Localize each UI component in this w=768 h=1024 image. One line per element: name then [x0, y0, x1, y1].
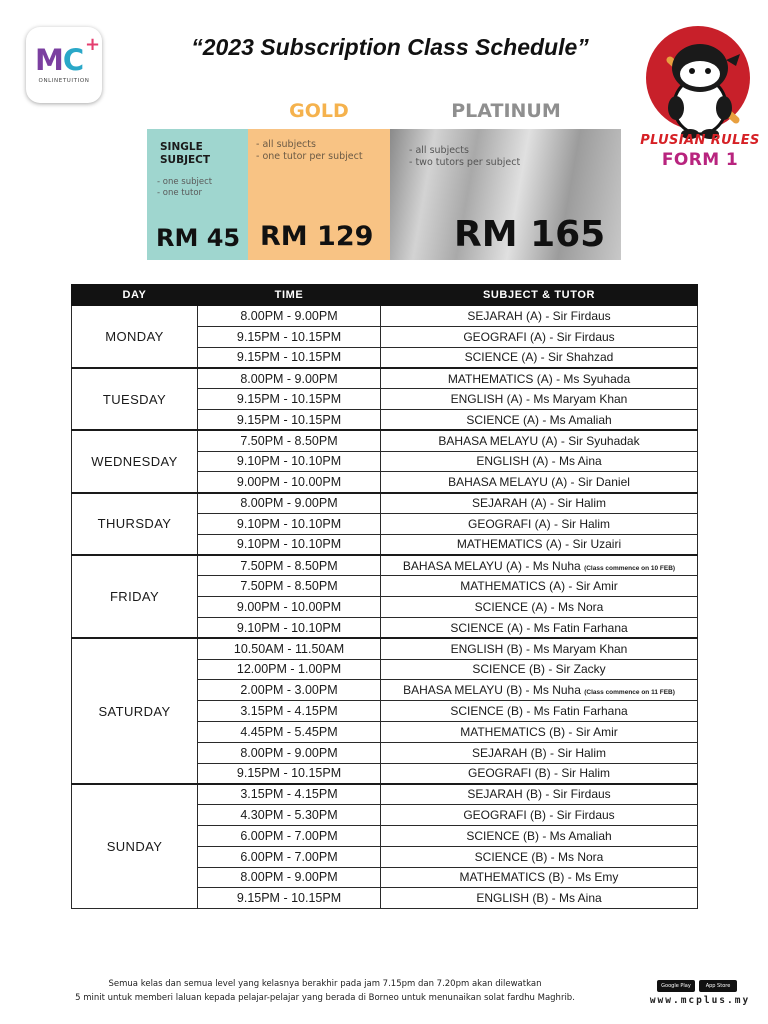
subject-tutor-cell [381, 721, 698, 742]
app-store-badges [657, 980, 737, 992]
column-header-time: TIME [198, 285, 381, 306]
subject-tutor-text: BAHASA MELAYU (B) - Ms Nuha [403, 683, 581, 698]
time-cell: 8.00PM - 9.00PM [198, 742, 381, 763]
time-cell: 6.00PM - 7.00PM [198, 825, 381, 846]
subject-tutor-text: SCIENCE (B) - Ms Fatin Farhana [450, 704, 628, 719]
subject-tutor-cell [381, 326, 698, 347]
subject-tutor-text: GEOGRAFI (A) - Sir Halim [467, 516, 610, 531]
app-store-badge[interactable]: App Store [699, 980, 737, 992]
subject-tutor-text: GEOGRAFI (B) - Sir Halim [467, 766, 610, 781]
subject-tutor-cell [381, 680, 698, 701]
mascot-face [680, 61, 720, 87]
subject-tutor-text: GEOGRAFI (B) - Sir Firdaus [463, 808, 615, 823]
single-subject-price: RM 45 [156, 224, 241, 252]
time-cell: 9.15PM - 10.15PM [198, 389, 381, 410]
column-header-day: DAY [72, 285, 198, 306]
platinum-tier [390, 129, 621, 260]
time-cell: 9.15PM - 10.15PM [198, 347, 381, 368]
class-commence-note: (Class commence on 11 FEB) [584, 689, 675, 697]
time-cell: 9.00PM - 10.00PM [198, 597, 381, 618]
column-header-subject-tutor: SUBJECT & TUTOR [381, 285, 698, 306]
gold-tier-heading: GOLD [289, 100, 349, 122]
subject-tutor-cell [381, 389, 698, 410]
page-title: “2023 Subscription Class Schedule” [191, 34, 589, 60]
subject-tutor-cell [381, 451, 698, 472]
subject-tutor-text: SCIENCE (A) - Ms Fatin Farhana [450, 620, 628, 635]
subject-tutor-cell [381, 576, 698, 597]
table-row [72, 555, 698, 576]
subject-tutor-cell [381, 555, 698, 576]
mascot-arm-right [716, 96, 732, 120]
table-row [72, 638, 698, 659]
logo-plus: + [85, 34, 101, 55]
tier-feature: - two tutors per subject [409, 157, 521, 168]
time-cell: 3.15PM - 4.15PM [198, 784, 381, 805]
subject-tutor-text: SCIENCE (B) - Ms Amaliah [466, 828, 612, 843]
platinum-features [409, 145, 520, 169]
subject-tutor-text: SEJARAH (A) - Sir Firdaus [467, 308, 611, 323]
time-cell: 9.10PM - 10.10PM [198, 451, 381, 472]
subject-tutor-cell [381, 513, 698, 534]
time-cell: 9.15PM - 10.15PM [198, 763, 381, 784]
time-cell: 10.50AM - 11.50AM [198, 638, 381, 659]
logo-subtitle: ONLINETUITION [38, 78, 90, 84]
subject-tutor-cell [381, 888, 698, 909]
subject-tutor-cell [381, 805, 698, 826]
gold-features [256, 139, 363, 163]
subject-tutor-text: SCIENCE (B) - Sir Zacky [472, 662, 606, 677]
subject-tutor-text: MATHEMATICS (A) - Sir Amir [460, 579, 618, 594]
platinum-tier-heading: PLATINUM [451, 100, 561, 122]
subject-tutor-text: MATHEMATICS (A) - Ms Syuhada [447, 371, 631, 386]
subject-tutor-text: SCIENCE (B) - Ms Nora [474, 849, 604, 864]
class-commence-note: (Class commence on 10 FEB) [584, 564, 676, 572]
subject-tutor-text: ENGLISH (B) - Ms Maryam Khan [450, 641, 628, 656]
gold-tier [248, 129, 390, 260]
schedule-table [71, 284, 698, 909]
subject-tutor-text: SCIENCE (A) - Sir Shahzad [464, 350, 614, 365]
single-subject-tier-name: SINGLE SUBJECT [160, 141, 211, 166]
day-cell: FRIDAY [72, 555, 198, 638]
tier-feature: - all subjects [256, 139, 316, 150]
tier-feature: - all subjects [409, 145, 469, 156]
table-row [72, 430, 698, 451]
single-subject-tier [147, 129, 248, 260]
subject-tutor-text: SCIENCE (A) - Ms Nora [474, 600, 604, 615]
subject-tutor-cell [381, 368, 698, 389]
tier-feature: - one tutor per subject [256, 151, 363, 162]
schedule-body [72, 306, 698, 909]
subject-tutor-text: BAHASA MELAYU (A) - Ms Nuha [402, 558, 581, 573]
subject-tutor-cell [381, 493, 698, 514]
time-cell: 4.45PM - 5.45PM [198, 721, 381, 742]
subject-tutor-cell [381, 534, 698, 555]
logo-wordmark: MC [35, 43, 84, 77]
brand-logo [26, 27, 102, 103]
form-level-label: FORM 1 [661, 150, 739, 170]
time-cell: 7.50PM - 8.50PM [198, 576, 381, 597]
subject-tutor-cell [381, 659, 698, 680]
subject-tutor-cell [381, 763, 698, 784]
time-cell: 2.00PM - 3.00PM [198, 680, 381, 701]
subject-tutor-cell [381, 784, 698, 805]
mascot-arm-left [668, 96, 684, 120]
table-row [72, 306, 698, 327]
subject-tutor-cell [381, 409, 698, 430]
time-cell: 9.10PM - 10.10PM [198, 513, 381, 534]
table-row [72, 368, 698, 389]
subject-tutor-text: SEJARAH (B) - Sir Firdaus [467, 787, 611, 802]
day-cell: TUESDAY [72, 368, 198, 430]
subject-tutor-cell [381, 742, 698, 763]
time-cell: 9.00PM - 10.00PM [198, 472, 381, 493]
time-cell: 4.30PM - 5.30PM [198, 805, 381, 826]
footer-note-line: Semua kelas dan semua level yang kelasnya berakhir pada jam 7.15pm dan 7.20pm akan dilewatkan [108, 979, 542, 989]
subject-tutor-text: GEOGRAFI (A) - Sir Firdaus [463, 329, 615, 344]
subject-tutor-text: MATHEMATICS (A) - Sir Uzairi [456, 537, 622, 552]
time-cell: 7.50PM - 8.50PM [198, 430, 381, 451]
day-cell: SUNDAY [72, 784, 198, 909]
platinum-price: RM 165 [454, 214, 606, 255]
table-row [72, 493, 698, 514]
time-cell: 9.15PM - 10.15PM [198, 888, 381, 909]
subject-tutor-text: SCIENCE (A) - Ms Amaliah [466, 412, 612, 427]
day-cell: THURSDAY [72, 493, 198, 555]
tier-feature: - one tutor [157, 188, 203, 198]
footer-note-line: 5 minit untuk memberi laluan kepada pelajar-pelajar yang berada di Borneo untuk menunaikan solat fardhu Maghrib. [75, 993, 575, 1003]
subject-tutor-cell [381, 430, 698, 451]
time-cell: 9.10PM - 10.10PM [198, 534, 381, 555]
google-play-badge[interactable]: Google Play [657, 980, 695, 992]
subject-tutor-cell [381, 472, 698, 493]
time-cell: 8.00PM - 9.00PM [198, 867, 381, 888]
subject-tutor-text: BAHASA MELAYU (A) - Sir Daniel [448, 475, 630, 490]
time-cell: 8.00PM - 9.00PM [198, 306, 381, 327]
day-cell: SATURDAY [72, 638, 198, 784]
time-cell: 9.15PM - 10.15PM [198, 409, 381, 430]
subject-tutor-cell [381, 347, 698, 368]
day-cell: MONDAY [72, 306, 198, 368]
mascot-eye-left [689, 68, 695, 74]
subject-tutor-text: MATHEMATICS (B) - Sir Amir [460, 724, 618, 739]
table-row [72, 784, 698, 805]
footer-note [40, 977, 610, 1005]
time-cell: 9.15PM - 10.15PM [198, 326, 381, 347]
subject-tutor-text: BAHASA MELAYU (A) - Sir Syuhadak [438, 433, 640, 448]
single-subject-features [157, 177, 212, 199]
tier-feature: - one subject [157, 177, 213, 187]
time-cell: 12.00PM - 1.00PM [198, 659, 381, 680]
time-cell: 8.00PM - 9.00PM [198, 493, 381, 514]
subject-tutor-cell [381, 617, 698, 638]
mascot-eye-right [705, 68, 711, 74]
subject-tutor-text: SEJARAH (A) - Sir Halim [471, 496, 606, 511]
time-cell: 7.50PM - 8.50PM [198, 555, 381, 576]
subject-tutor-cell [381, 825, 698, 846]
website-link[interactable]: www.mcplus.my [649, 995, 751, 1006]
subject-tutor-text: ENGLISH (A) - Ms Maryam Khan [450, 392, 628, 407]
time-cell: 6.00PM - 7.00PM [198, 846, 381, 867]
time-cell: 8.00PM - 9.00PM [198, 368, 381, 389]
subject-tutor-cell [381, 638, 698, 659]
subject-tutor-cell [381, 597, 698, 618]
subject-tutor-cell [381, 846, 698, 867]
subject-tutor-cell [381, 867, 698, 888]
subject-tutor-cell [381, 306, 698, 327]
subject-tutor-text: ENGLISH (B) - Ms Aina [476, 891, 602, 906]
gold-price: RM 129 [260, 221, 374, 252]
subject-tutor-text: ENGLISH (A) - Ms Aina [476, 454, 602, 469]
subject-tutor-text: SEJARAH (B) - Sir Halim [471, 745, 606, 760]
subject-tutor-cell [381, 701, 698, 722]
time-cell: 9.10PM - 10.10PM [198, 617, 381, 638]
subject-tutor-text: MATHEMATICS (B) - Ms Emy [459, 870, 619, 885]
table-header-row [72, 285, 698, 306]
mascot-caption: PLUSIAN RULES [640, 133, 760, 148]
time-cell: 3.15PM - 4.15PM [198, 701, 381, 722]
day-cell: WEDNESDAY [72, 430, 198, 492]
